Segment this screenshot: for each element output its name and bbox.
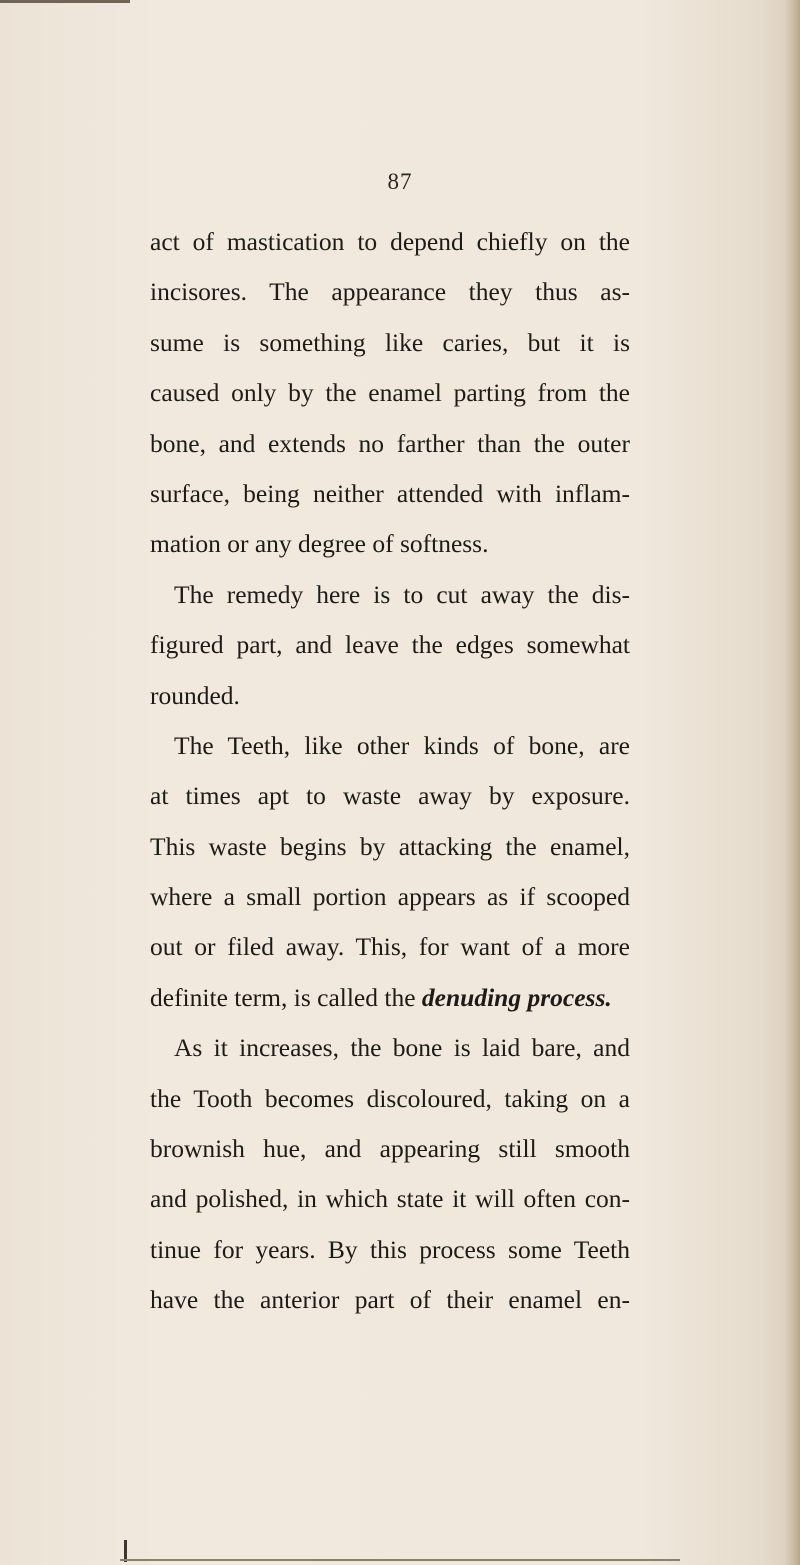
text-line: caused only by the enamel parting from the — [150, 378, 630, 408]
text-line: and polished, in which state it will often con- — [150, 1184, 630, 1214]
text-line: tinue for years. By this process some Teeth — [150, 1234, 630, 1264]
text-line: have the anterior part of their enamel en- — [150, 1285, 630, 1315]
text-line: brownish hue, and appearing still smooth — [150, 1134, 630, 1164]
text-line: incisores. The appearance they thus as- — [150, 277, 630, 307]
emphasized-term: denuding process. — [421, 982, 612, 1012]
text-line: sume is something like caries, but it is — [150, 327, 630, 357]
text-line: mation or any degree of softness. — [150, 529, 489, 559]
text-line: out or filed away. This, for want of a more — [150, 932, 630, 962]
page-bottom-edge — [120, 1559, 680, 1561]
text-line: where a small portion appears as if scooped — [150, 882, 630, 912]
paragraph-start: The remedy here is to cut away the dis- — [174, 579, 630, 609]
text-line: act of mastication to depend chiefly on the — [150, 227, 630, 256]
page-edge-shadow — [0, 0, 130, 3]
page-gutter-shadow — [784, 0, 800, 1565]
paragraph-start: The Teeth, like other kinds of bone, are — [174, 730, 630, 760]
text-line: surface, being neither attended with inflam- — [150, 478, 630, 508]
text-line: at times apt to waste away by exposure. — [150, 781, 630, 811]
text-line: bone, and extends no farther than the outer — [150, 428, 630, 458]
text-line: the Tooth becomes discoloured, taking on a — [150, 1083, 630, 1113]
text-line: This waste begins by attacking the enamel, — [150, 831, 630, 861]
page-number: 87 — [387, 169, 413, 194]
paragraph-start: As it increases, the bone is laid bare, and — [174, 1033, 630, 1063]
body-text — [150, 217, 630, 1326]
text-line: rounded. — [150, 680, 240, 710]
text-line: figured part, and leave the edges somewhat — [150, 630, 630, 660]
text-line — [150, 973, 630, 1023]
text-run: definite term, is called the — [150, 982, 422, 1012]
